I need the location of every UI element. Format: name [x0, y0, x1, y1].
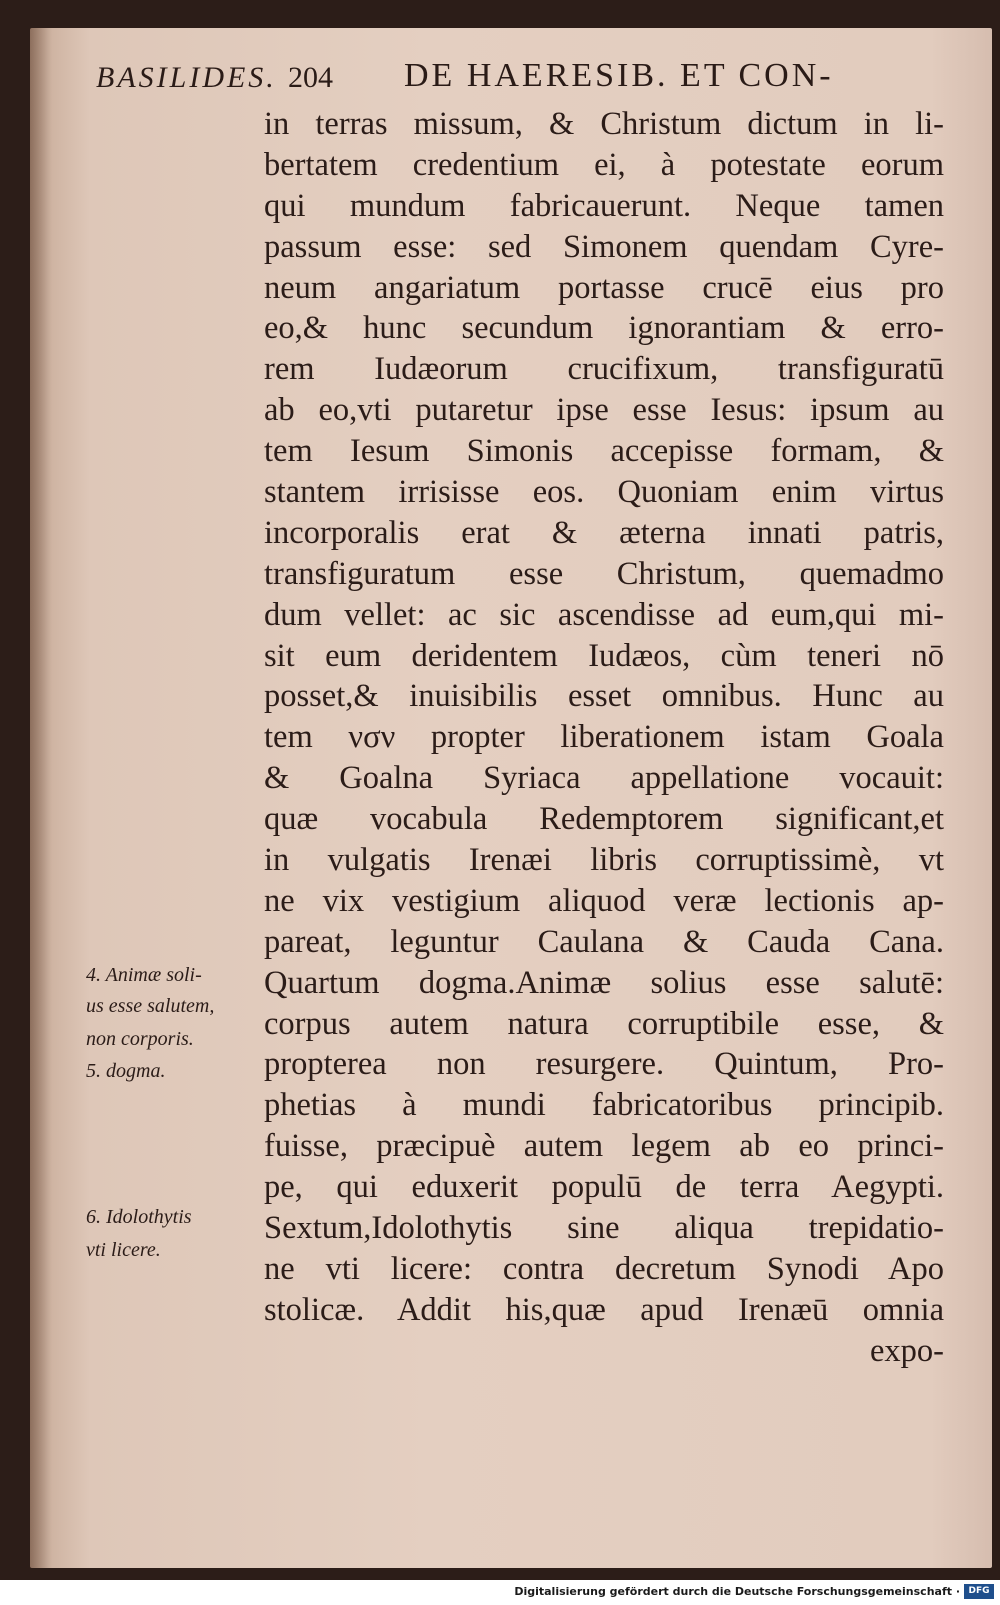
- text-line: stolicæ. Addit his,quæ apud Irenæū omnia: [264, 1291, 944, 1328]
- footer-bar: [0, 1580, 1000, 1605]
- text-line: sit eum deridentem Iudæos, cùm teneri nō: [264, 637, 944, 674]
- marginal-note-line: non corporis.: [86, 1028, 194, 1050]
- text-line: pareat, leguntur Caulana & Cauda Cana.: [264, 923, 944, 960]
- text-line: dum vellet: ac sic ascendisse ad eum,qui mi-: [264, 596, 944, 633]
- text-line: & Goalna Syriaca appellatione vocauit:: [264, 760, 944, 797]
- text-line: eo,& hunc secundum ignorantiam & erro-: [264, 310, 944, 347]
- marginal-note-line: 5. dogma.: [86, 1060, 166, 1082]
- text-line: passum esse: sed Simonem quendam Cyre-: [264, 228, 944, 265]
- marginal-note-line: 4. Animæ soli-: [86, 964, 202, 986]
- text-line: corpus autem natura corruptibile esse, &: [264, 1005, 944, 1042]
- text-line: tem Iesum Simonis accepisse formam, &: [264, 433, 944, 470]
- dfg-logo: DFG: [964, 1584, 994, 1599]
- text-line: posset,& inuisibilis esset omnibus. Hunc au: [264, 678, 944, 715]
- text-line: ne vix vestigium aliquod veræ lectionis ap-: [264, 882, 944, 919]
- text-line: phetias à mundi fabricatoribus principib.: [264, 1087, 944, 1124]
- text-line: in terras missum, & Christum dictum in li-: [264, 106, 944, 142]
- text-line: fuisse, præcipuè autem legem ab eo princi-: [264, 1128, 944, 1165]
- text-line: propterea non resurgere. Quintum, Pro-: [264, 1046, 944, 1083]
- running-head-title: DE HAERESIB. ET CON-: [404, 57, 834, 94]
- running-head-name: BASILIDES.: [96, 61, 277, 94]
- digitization-credit: Digitalisierung gefördert durch die Deutsche Forschungsgemeinschaft ·: [514, 1585, 960, 1598]
- text-line: neum angariatum portasse crucē eius pro: [264, 269, 944, 306]
- text-line: Quartum dogma.Animæ solius esse salutē:: [264, 964, 944, 1001]
- marginal-note-line: vti licere.: [86, 1239, 161, 1261]
- catchword: expo-: [870, 1332, 944, 1369]
- text-line: tem νσν propter liberationem istam Goala: [264, 719, 944, 756]
- text-line: in vulgatis Irenæi libris corruptissimè, vt: [264, 842, 944, 879]
- marginal-note-line: 6. Idolothytis: [86, 1206, 192, 1228]
- text-line: qui mundum fabricauerunt. Neque tamen: [264, 187, 944, 224]
- running-head: [0, 55, 1000, 105]
- text-line: Sextum,Idolothytis sine aliqua trepidatio-: [264, 1210, 944, 1247]
- text-line: incorporalis erat & æterna innati patris,: [264, 514, 944, 551]
- text-line: bertatem credentium ei, à potestate eorum: [264, 146, 944, 183]
- text-line: ne vti licere: contra decretum Synodi Apo: [264, 1250, 944, 1287]
- text-line: transfiguratum esse Christum, quemadmo: [264, 555, 944, 592]
- marginal-note-line: us esse salutem,: [86, 995, 215, 1017]
- text-line: rem Iudæorum crucifixum, transfiguratū: [264, 351, 944, 388]
- text-line: stantem irrisisse eos. Quoniam enim virtus: [264, 474, 944, 511]
- page-number: 204: [288, 61, 333, 94]
- text-line: ab eo,vti putaretur ipse esse Iesus: ipsum au: [264, 392, 944, 429]
- text-line: pe, qui eduxerit populū de terra Aegypti.: [264, 1169, 944, 1206]
- body-text: [264, 104, 944, 1372]
- text-line: quæ vocabula Redemptorem significant,et: [264, 801, 944, 838]
